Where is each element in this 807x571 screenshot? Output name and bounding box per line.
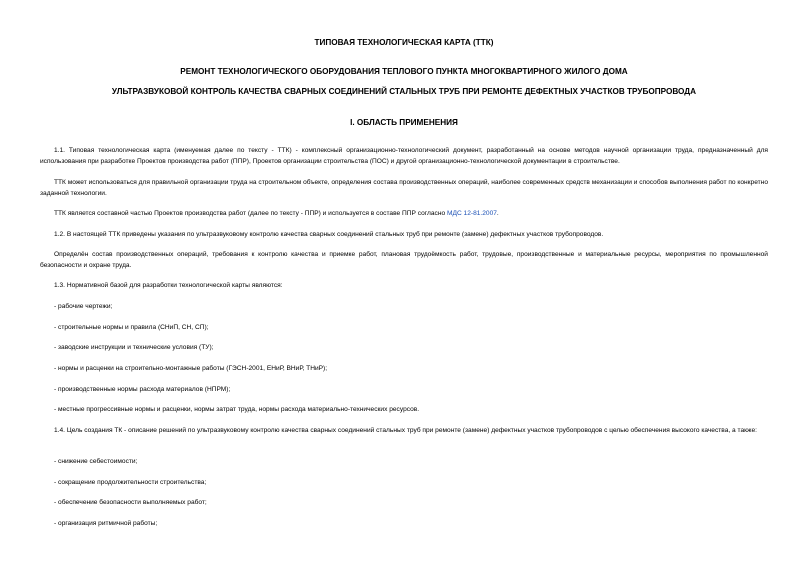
- mds-12-81-2007-link[interactable]: МДС 12-81.2007: [446, 210, 497, 217]
- list-item: - строительные нормы и правила (СНиП, СН, СП);: [54, 324, 209, 331]
- paragraph-1-1: 1.1. Типовая технологическая карта (именуемая далее по тексту - ТТК) - комплексный организационно-технологический документ, разработанный на основе методов научной организации труда, предназначенный для использования при разработке Проектов производства работ (ППР), Проектов организации строительства (ПОС) и другой организационно-технологической документации в строительстве.: [40, 147, 768, 165]
- paragraph-ttk-ppr: [40, 209, 768, 220]
- paragraph-1-4: 1.4. Цель создания ТК - описание решений по ультразвуковому контролю качества сварных соединений стальных труб при ремонте (замене) дефектных участков трубопроводов с целью обеспечения высокого качества, а также:: [54, 427, 757, 434]
- list-item: - рабочие чертежи;: [54, 303, 113, 310]
- paragraph-ttk-ppr-text: ТТК является составной частью Проектов производства работ (далее по тексту - ППР) и используется в составе ППР согласно: [54, 210, 447, 217]
- paragraph-ttk-ppr-end: .: [496, 210, 499, 217]
- list-item: - нормы и расценки на строительно-монтажные работы (ГЭСН-2001, ЕНиР, ВНиР, ТНиР);: [54, 365, 328, 372]
- list-item: - обеспечение безопасности выполняемых работ;: [54, 499, 207, 506]
- list-item: - организация ритмичной работы;: [54, 520, 158, 527]
- document-subtitle-equipment: РЕМОНТ ТЕХНОЛОГИЧЕСКОГО ОБОРУДОВАНИЯ ТЕПЛОВОГО ПУНКТА МНОГОКВАРТИРНОГО ЖИЛОГО ДОМА: [180, 67, 628, 76]
- list-item: - снижение себестоимости;: [54, 458, 138, 465]
- section-title: I. ОБЛАСТЬ ПРИМЕНЕНИЯ: [350, 118, 458, 127]
- paragraph-1-3: 1.3. Нормативной базой для разработки технологической карты являются:: [54, 282, 283, 289]
- paragraph-ttk-usage: ТТК может использоваться для правильной организации труда на строительном объекте, определения состава производственных операций, наиболее современных средств механизации и способов выполнения работ по конкретно заданной технологии.: [40, 179, 768, 197]
- list-item: - сокращение продолжительности строительства;: [54, 479, 207, 486]
- document-subtitle-ultrasonic: УЛЬТРАЗВУКОВОЙ КОНТРОЛЬ КАЧЕСТВА СВАРНЫХ СОЕДИНЕНИЙ СТАЛЬНЫХ ТРУБ ПРИ РЕМОНТЕ ДЕФЕКТНЫХ УЧАСТКОВ ТРУБОПРОВОДА: [111, 87, 697, 96]
- list-item: - производственные нормы расхода материалов (НПРМ);: [54, 386, 231, 393]
- list-item: - заводские инструкции и технические условия (ТУ);: [54, 344, 214, 351]
- list-item: - местные прогрессивные нормы и расценки, нормы затрат труда, нормы расхода материально-технических ресурсов.: [54, 406, 420, 413]
- paragraph-operations: Определён состав производственных операций, требования к контролю качества и приемке работ, плановая трудоёмкость работ, трудовые, производственные и материальные ресурсы, мероприятия по промышленной безопасности и охране труда.: [40, 251, 768, 269]
- document-title: ТИПОВАЯ ТЕХНОЛОГИЧЕСКАЯ КАРТА (ТТК): [314, 38, 494, 47]
- paragraph-1-2: 1.2. В настоящей ТТК приведены указания по ультразвуковому контролю качества сварных соединений стальных труб при ремонте (замене) дефектных участков трубопроводов.: [54, 231, 604, 238]
